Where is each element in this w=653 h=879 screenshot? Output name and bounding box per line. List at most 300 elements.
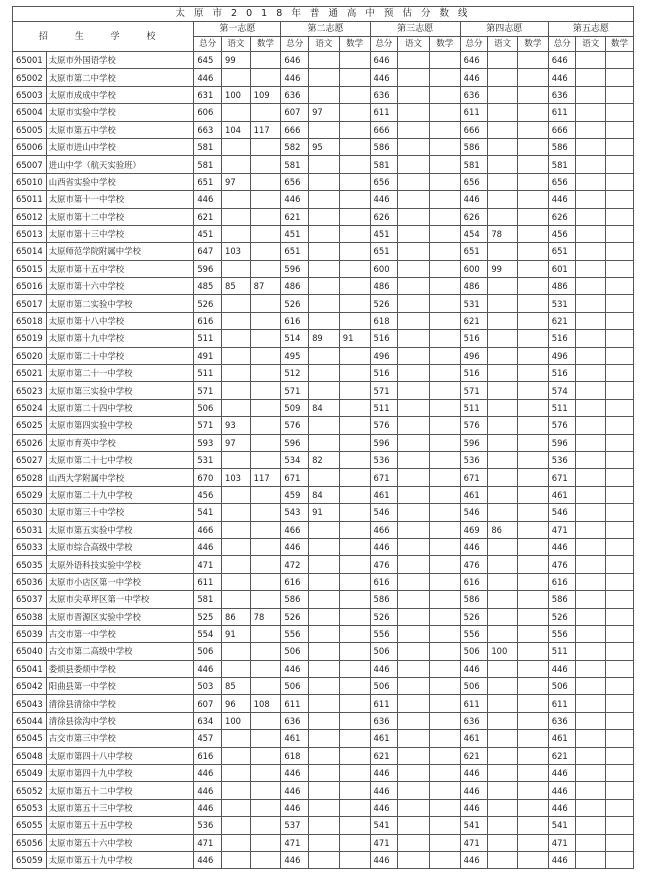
score-cell xyxy=(576,312,606,329)
score-cell xyxy=(606,330,634,347)
score-cell: 471 xyxy=(194,556,222,573)
score-cell xyxy=(518,834,549,851)
score-cell xyxy=(518,504,549,521)
school-code-cell: 65020 xyxy=(13,347,47,364)
score-cell xyxy=(429,52,460,69)
score-cell xyxy=(250,399,281,416)
table-body xyxy=(13,52,634,869)
score-cell xyxy=(606,365,634,382)
table-row xyxy=(13,295,634,312)
score-cell: 626 xyxy=(548,208,576,225)
score-cell xyxy=(518,695,549,712)
score-cell xyxy=(576,86,606,103)
score-cell xyxy=(576,730,606,747)
score-cell: 586 xyxy=(370,591,398,608)
score-cell xyxy=(488,417,518,434)
score-cell: 446 xyxy=(281,69,309,86)
score-cell: 471 xyxy=(281,834,309,851)
table-row xyxy=(13,834,634,851)
score-cell: 456 xyxy=(194,486,222,503)
score-cell xyxy=(339,469,370,486)
score-cell: 556 xyxy=(281,625,309,642)
score-cell: 466 xyxy=(370,521,398,538)
table-row xyxy=(13,104,634,121)
score-cell: 446 xyxy=(281,538,309,555)
school-name-cell: 太原市第十三中学校 xyxy=(46,225,194,242)
score-cell: 596 xyxy=(548,434,576,451)
score-cell xyxy=(488,730,518,747)
school-code-cell: 65002 xyxy=(13,69,47,86)
school-name-cell: 太原师范学院附属中学校 xyxy=(46,243,194,260)
score-cell xyxy=(518,591,549,608)
school-name-cell: 山西大学附属中学校 xyxy=(46,469,194,486)
score-cell: 656 xyxy=(548,173,576,190)
score-cell xyxy=(339,295,370,312)
score-cell: 666 xyxy=(460,121,488,138)
table-row xyxy=(13,608,634,625)
score-cell: 586 xyxy=(281,591,309,608)
table-row xyxy=(13,191,634,208)
score-cell xyxy=(309,608,340,625)
score-cell xyxy=(339,573,370,590)
score-cell: 486 xyxy=(281,278,309,295)
choice-header-2: 第二志愿 xyxy=(281,22,370,37)
score-cell xyxy=(606,695,634,712)
table-row xyxy=(13,365,634,382)
score-cell: 581 xyxy=(548,156,576,173)
school-name-cell: 太原市第三十中学校 xyxy=(46,504,194,521)
school-code-cell: 65011 xyxy=(13,191,47,208)
school-code-cell: 65049 xyxy=(13,765,47,782)
school-code-cell: 65015 xyxy=(13,260,47,277)
score-cell: 645 xyxy=(194,52,222,69)
score-cell xyxy=(488,434,518,451)
score-cell: 85 xyxy=(221,278,250,295)
score-cell xyxy=(576,121,606,138)
score-cell: 99 xyxy=(488,260,518,277)
score-cell xyxy=(398,138,430,155)
score-cell: 556 xyxy=(460,625,488,642)
score-cell: 446 xyxy=(460,538,488,555)
score-cell: 621 xyxy=(281,208,309,225)
score-cell xyxy=(250,486,281,503)
score-cell: 495 xyxy=(281,347,309,364)
school-code-cell: 65033 xyxy=(13,538,47,555)
table-row xyxy=(13,312,634,329)
score-cell xyxy=(398,678,430,695)
score-cell: 514 xyxy=(281,330,309,347)
score-cell xyxy=(250,782,281,799)
score-cell: 636 xyxy=(370,86,398,103)
score-cell xyxy=(221,191,250,208)
score-cell xyxy=(576,712,606,729)
table-row xyxy=(13,660,634,677)
score-cell xyxy=(606,156,634,173)
score-cell: 100 xyxy=(221,86,250,103)
score-cell xyxy=(221,730,250,747)
score-cell xyxy=(576,225,606,242)
score-cell: 634 xyxy=(194,712,222,729)
score-cell: 576 xyxy=(281,417,309,434)
score-cell: 446 xyxy=(548,538,576,555)
score-cell: 446 xyxy=(370,765,398,782)
score-cell xyxy=(309,173,340,190)
score-cell xyxy=(398,712,430,729)
score-cell xyxy=(488,851,518,868)
score-cell xyxy=(518,782,549,799)
school-code-cell: 65004 xyxy=(13,104,47,121)
score-cell xyxy=(250,330,281,347)
score-cell: 671 xyxy=(460,469,488,486)
table-row xyxy=(13,347,634,364)
score-cell: 581 xyxy=(194,591,222,608)
score-cell xyxy=(518,295,549,312)
score-cell: 95 xyxy=(309,138,340,155)
score-cell xyxy=(606,451,634,468)
table-row xyxy=(13,208,634,225)
score-cell: 531 xyxy=(460,295,488,312)
table-row xyxy=(13,173,634,190)
school-name-cell: 太原市第二十七中学校 xyxy=(46,451,194,468)
school-code-cell: 65040 xyxy=(13,643,47,660)
score-cell: 647 xyxy=(194,243,222,260)
table-row xyxy=(13,521,634,538)
score-cell xyxy=(429,469,460,486)
score-cell xyxy=(309,86,340,103)
score-cell xyxy=(518,365,549,382)
score-cell xyxy=(250,347,281,364)
score-cell xyxy=(309,365,340,382)
score-cell xyxy=(398,504,430,521)
score-cell: 525 xyxy=(194,608,222,625)
school-name-cell: 清徐县清徐中学校 xyxy=(46,695,194,712)
score-cell: 611 xyxy=(370,104,398,121)
score-cell xyxy=(576,782,606,799)
score-cell: 446 xyxy=(370,782,398,799)
score-cell: 476 xyxy=(460,556,488,573)
score-cell xyxy=(250,417,281,434)
score-cell: 506 xyxy=(460,643,488,660)
score-cell xyxy=(606,834,634,851)
score-cell xyxy=(398,330,430,347)
score-cell: 91 xyxy=(221,625,250,642)
table-row xyxy=(13,121,634,138)
score-cell: 611 xyxy=(194,573,222,590)
score-cell xyxy=(606,712,634,729)
score-cell: 446 xyxy=(281,799,309,816)
score-cell xyxy=(518,608,549,625)
score-cell xyxy=(429,69,460,86)
school-name-cell: 太原市晋源区实验中学校 xyxy=(46,608,194,625)
score-cell xyxy=(250,573,281,590)
school-code-cell: 65023 xyxy=(13,382,47,399)
score-cell: 506 xyxy=(460,678,488,695)
score-cell xyxy=(398,834,430,851)
score-cell: 85 xyxy=(221,678,250,695)
score-cell xyxy=(309,573,340,590)
score-cell: 586 xyxy=(548,138,576,155)
score-cell xyxy=(250,556,281,573)
score-cell: 636 xyxy=(370,712,398,729)
school-name-cell: 太原市第五中学校 xyxy=(46,121,194,138)
score-cell xyxy=(518,69,549,86)
score-cell: 611 xyxy=(460,104,488,121)
table-row xyxy=(13,643,634,660)
score-cell xyxy=(576,191,606,208)
score-cell xyxy=(309,434,340,451)
score-cell: 621 xyxy=(460,312,488,329)
score-cell xyxy=(398,591,430,608)
score-cell xyxy=(606,591,634,608)
score-cell: 616 xyxy=(548,573,576,590)
score-cell: 476 xyxy=(370,556,398,573)
score-cell: 471 xyxy=(548,521,576,538)
score-cell xyxy=(576,799,606,816)
score-cell xyxy=(339,243,370,260)
school-code-cell: 65014 xyxy=(13,243,47,260)
score-cell: 446 xyxy=(281,191,309,208)
score-cell xyxy=(488,121,518,138)
score-cell xyxy=(339,851,370,868)
score-cell xyxy=(339,225,370,242)
score-cell: 446 xyxy=(548,191,576,208)
score-cell xyxy=(606,69,634,86)
score-cell xyxy=(339,486,370,503)
score-cell xyxy=(488,399,518,416)
score-cell: 574 xyxy=(548,382,576,399)
score-cell xyxy=(339,104,370,121)
score-cell xyxy=(339,556,370,573)
school-code-cell: 65035 xyxy=(13,556,47,573)
score-cell xyxy=(250,660,281,677)
score-cell: 91 xyxy=(339,330,370,347)
score-cell: 466 xyxy=(281,521,309,538)
table-row xyxy=(13,225,634,242)
score-cell xyxy=(221,799,250,816)
score-cell xyxy=(398,730,430,747)
school-name-cell: 太原市第二十九中学校 xyxy=(46,486,194,503)
school-name-cell: 太原市成成中学校 xyxy=(46,86,194,103)
score-cell: 546 xyxy=(460,504,488,521)
score-cell: 496 xyxy=(460,347,488,364)
school-code-cell: 65044 xyxy=(13,712,47,729)
math-header: 数学 xyxy=(429,37,460,52)
score-cell xyxy=(398,556,430,573)
score-cell xyxy=(221,312,250,329)
score-cell xyxy=(488,243,518,260)
score-cell xyxy=(576,660,606,677)
score-cell xyxy=(606,347,634,364)
score-cell xyxy=(518,469,549,486)
score-cell xyxy=(309,817,340,834)
score-cell: 636 xyxy=(548,712,576,729)
score-cell: 571 xyxy=(281,382,309,399)
score-cell xyxy=(518,86,549,103)
chinese-header: 语文 xyxy=(221,37,250,52)
score-cell xyxy=(429,434,460,451)
score-cell xyxy=(398,538,430,555)
score-cell xyxy=(398,417,430,434)
score-cell xyxy=(576,573,606,590)
score-cell xyxy=(429,782,460,799)
score-cell xyxy=(309,278,340,295)
score-cell xyxy=(339,591,370,608)
score-cell xyxy=(429,538,460,555)
score-cell xyxy=(429,138,460,155)
score-cell: 656 xyxy=(281,173,309,190)
score-cell: 586 xyxy=(460,591,488,608)
score-cell xyxy=(518,104,549,121)
score-cell xyxy=(309,382,340,399)
score-cell: 471 xyxy=(370,834,398,851)
score-cell xyxy=(576,52,606,69)
score-cell xyxy=(250,834,281,851)
school-code-cell: 65001 xyxy=(13,52,47,69)
score-cell xyxy=(309,782,340,799)
score-cell: 646 xyxy=(548,52,576,69)
score-cell xyxy=(398,799,430,816)
table-row xyxy=(13,765,634,782)
score-cell xyxy=(488,625,518,642)
score-cell: 651 xyxy=(370,243,398,260)
score-cell xyxy=(606,486,634,503)
score-cell: 621 xyxy=(194,208,222,225)
score-cell xyxy=(339,365,370,382)
score-cell xyxy=(398,156,430,173)
score-cell xyxy=(576,417,606,434)
score-cell xyxy=(518,747,549,764)
score-cell xyxy=(429,834,460,851)
score-cell xyxy=(576,556,606,573)
score-cell: 636 xyxy=(548,86,576,103)
score-cell: 446 xyxy=(281,782,309,799)
score-cell xyxy=(339,156,370,173)
score-cell: 446 xyxy=(370,538,398,555)
table-row xyxy=(13,573,634,590)
score-cell: 446 xyxy=(281,851,309,868)
score-cell: 516 xyxy=(548,365,576,382)
score-cell xyxy=(488,347,518,364)
score-cell xyxy=(576,173,606,190)
score-cell xyxy=(518,121,549,138)
score-cell xyxy=(518,278,549,295)
score-cell xyxy=(309,678,340,695)
score-cell xyxy=(309,312,340,329)
score-cell xyxy=(488,538,518,555)
score-cell xyxy=(576,591,606,608)
chinese-header: 语文 xyxy=(576,37,606,52)
score-cell xyxy=(250,173,281,190)
school-name-cell: 太原市第十九中学校 xyxy=(46,330,194,347)
school-name-cell: 太原市第五十九中学校 xyxy=(46,851,194,868)
score-cell xyxy=(576,817,606,834)
school-code-cell: 65030 xyxy=(13,504,47,521)
score-cell: 607 xyxy=(281,104,309,121)
score-cell: 596 xyxy=(370,434,398,451)
score-cell: 451 xyxy=(281,225,309,242)
score-cell xyxy=(250,208,281,225)
school-name-cell: 太原市外国语学校 xyxy=(46,52,194,69)
score-cell xyxy=(488,799,518,816)
score-cell xyxy=(309,556,340,573)
score-cell xyxy=(429,330,460,347)
school-name-cell: 太原市第五实验中学校 xyxy=(46,521,194,538)
score-cell xyxy=(250,191,281,208)
school-code-cell: 65043 xyxy=(13,695,47,712)
score-cell xyxy=(606,782,634,799)
math-header: 数学 xyxy=(339,37,370,52)
score-cell: 631 xyxy=(194,86,222,103)
score-cell: 511 xyxy=(460,399,488,416)
score-cell: 109 xyxy=(250,86,281,103)
score-cell: 586 xyxy=(460,138,488,155)
score-cell: 93 xyxy=(221,417,250,434)
score-cell xyxy=(250,538,281,555)
score-cell xyxy=(429,573,460,590)
score-cell xyxy=(606,52,634,69)
score-cell: 666 xyxy=(370,121,398,138)
chinese-header: 语文 xyxy=(398,37,430,52)
score-cell: 446 xyxy=(194,69,222,86)
score-cell: 446 xyxy=(548,765,576,782)
score-cell: 581 xyxy=(370,156,398,173)
score-cell: 616 xyxy=(460,573,488,590)
school-code-cell: 65037 xyxy=(13,591,47,608)
score-cell xyxy=(518,399,549,416)
score-cell: 543 xyxy=(281,504,309,521)
score-cell xyxy=(221,486,250,503)
score-cell xyxy=(221,521,250,538)
score-cell: 446 xyxy=(548,660,576,677)
score-cell xyxy=(488,278,518,295)
school-name-cell: 太原外语科技实验中学校 xyxy=(46,556,194,573)
score-cell xyxy=(518,851,549,868)
score-cell: 446 xyxy=(370,191,398,208)
score-cell xyxy=(488,660,518,677)
score-cell: 651 xyxy=(548,243,576,260)
score-cell xyxy=(221,643,250,660)
score-cell xyxy=(309,591,340,608)
score-cell xyxy=(606,208,634,225)
score-cell xyxy=(221,382,250,399)
score-cell xyxy=(488,591,518,608)
score-cell: 466 xyxy=(194,521,222,538)
score-cell xyxy=(576,69,606,86)
score-cell: 511 xyxy=(194,365,222,382)
score-cell: 621 xyxy=(370,747,398,764)
score-cell xyxy=(250,817,281,834)
choice-header-4: 第四志愿 xyxy=(460,22,548,37)
score-cell: 446 xyxy=(460,782,488,799)
score-cell xyxy=(429,208,460,225)
score-cell xyxy=(488,382,518,399)
score-cell xyxy=(518,156,549,173)
school-code-cell: 65017 xyxy=(13,295,47,312)
score-cell: 531 xyxy=(194,451,222,468)
score-cell xyxy=(518,260,549,277)
score-cell: 446 xyxy=(194,851,222,868)
table-row xyxy=(13,69,634,86)
score-cell xyxy=(518,347,549,364)
score-cell: 586 xyxy=(548,591,576,608)
score-cell: 571 xyxy=(460,382,488,399)
score-cell xyxy=(221,225,250,242)
school-name-cell: 太原市第十二中学校 xyxy=(46,208,194,225)
school-name-cell: 山西省实验中学校 xyxy=(46,173,194,190)
score-cell: 516 xyxy=(370,330,398,347)
score-cell xyxy=(250,521,281,538)
score-cell xyxy=(576,138,606,155)
